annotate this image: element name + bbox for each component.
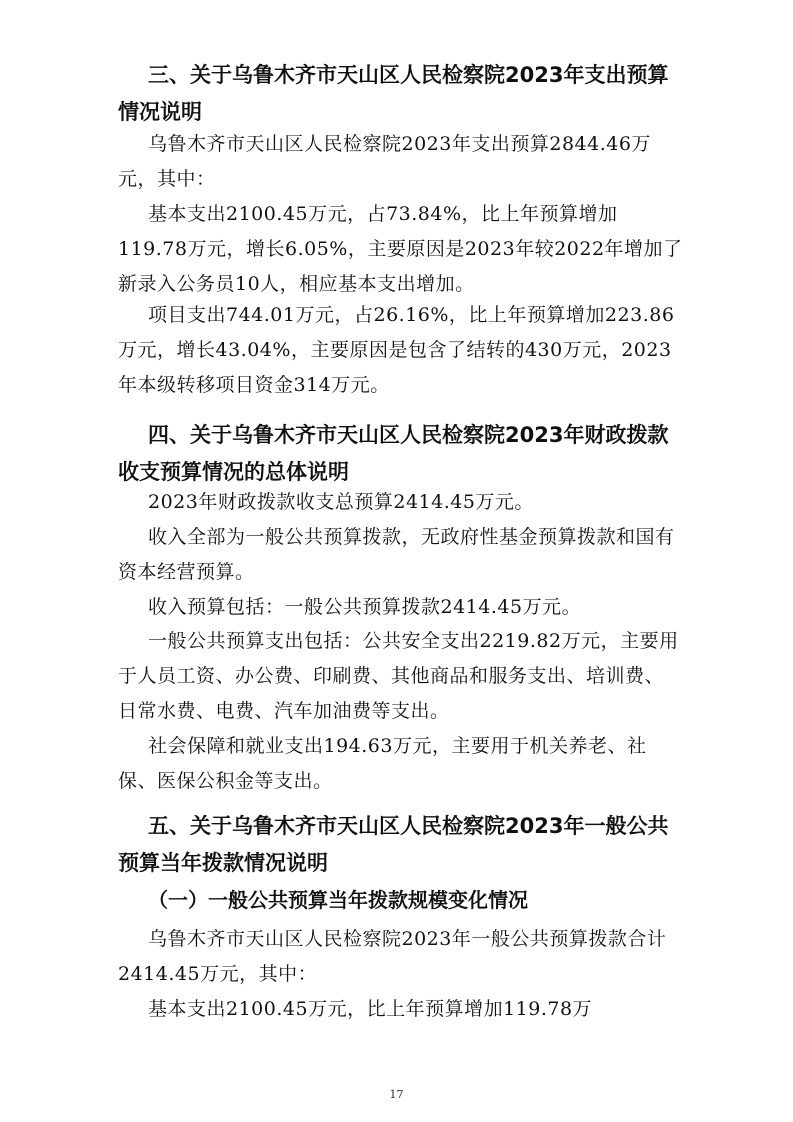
section-3-paragraph-1: 乌鲁木齐市天山区人民检察院2023年支出预算2844.46万元，其中： [118, 133, 651, 190]
section-4-paragraph-5: 社会保障和就业支出194.63万元，主要用于机关养老、社保、医保公积金等支出。 [118, 735, 647, 792]
section-4-heading: 四、关于乌鲁木齐市天山区人民检察院2023年财政拨款收支预算情况的总体说明 [118, 423, 669, 484]
section-4-paragraph-3: 收入预算包括：一般公共预算拨款2414.45万元。 [148, 596, 582, 618]
section-5-paragraph-2: 基本支出2100.45万元，比上年预算增加119.78万 [148, 998, 593, 1020]
section-3-heading: 三、关于乌鲁木齐市天山区人民检察院2023年支出预算情况说明 [118, 63, 669, 124]
section-5-paragraph-1: 乌鲁木齐市天山区人民检察院2023年一般公共预算拨款合计2414.45万元，其中： [118, 928, 667, 985]
section-5-heading: 五、关于乌鲁木齐市天山区人民检察院2023年一般公共预算当年拨款情况说明 [118, 814, 669, 875]
section-4-paragraph-2: 收入全部为一般公共预算拨款，无政府性基金预算拨款和国有资本经营预算。 [118, 526, 675, 583]
section-3-paragraph-2: 基本支出2100.45万元，占73.84%，比上年预算增加119.78万元，增长6.05%，主要原因是2023年较2022年增加了新录入公务员10人，相应基本支出增加。 [118, 203, 683, 295]
section-4-paragraph-1: 2023年财政拨款收支总预算2414.45万元。 [148, 491, 534, 513]
section-5-subheading: （一）一般公共预算当年拨款规模变化情况 [148, 888, 528, 912]
section-3-paragraph-3: 项目支出744.01万元，占26.16%，比上年预算增加223.86万元，增长43.04%，主要原因是包含了结转的430万元，2023年本级转移项目资金314万元。 [118, 304, 675, 396]
page-number: 17 [389, 1088, 404, 1101]
section-4-paragraph-4: 一般公共预算支出包括：公共安全支出2219.82万元，主要用于人员工资、办公费、印刷费、其他商品和服务支出、培训费、日常水费、电费、汽车加油费等支出。 [118, 630, 679, 722]
